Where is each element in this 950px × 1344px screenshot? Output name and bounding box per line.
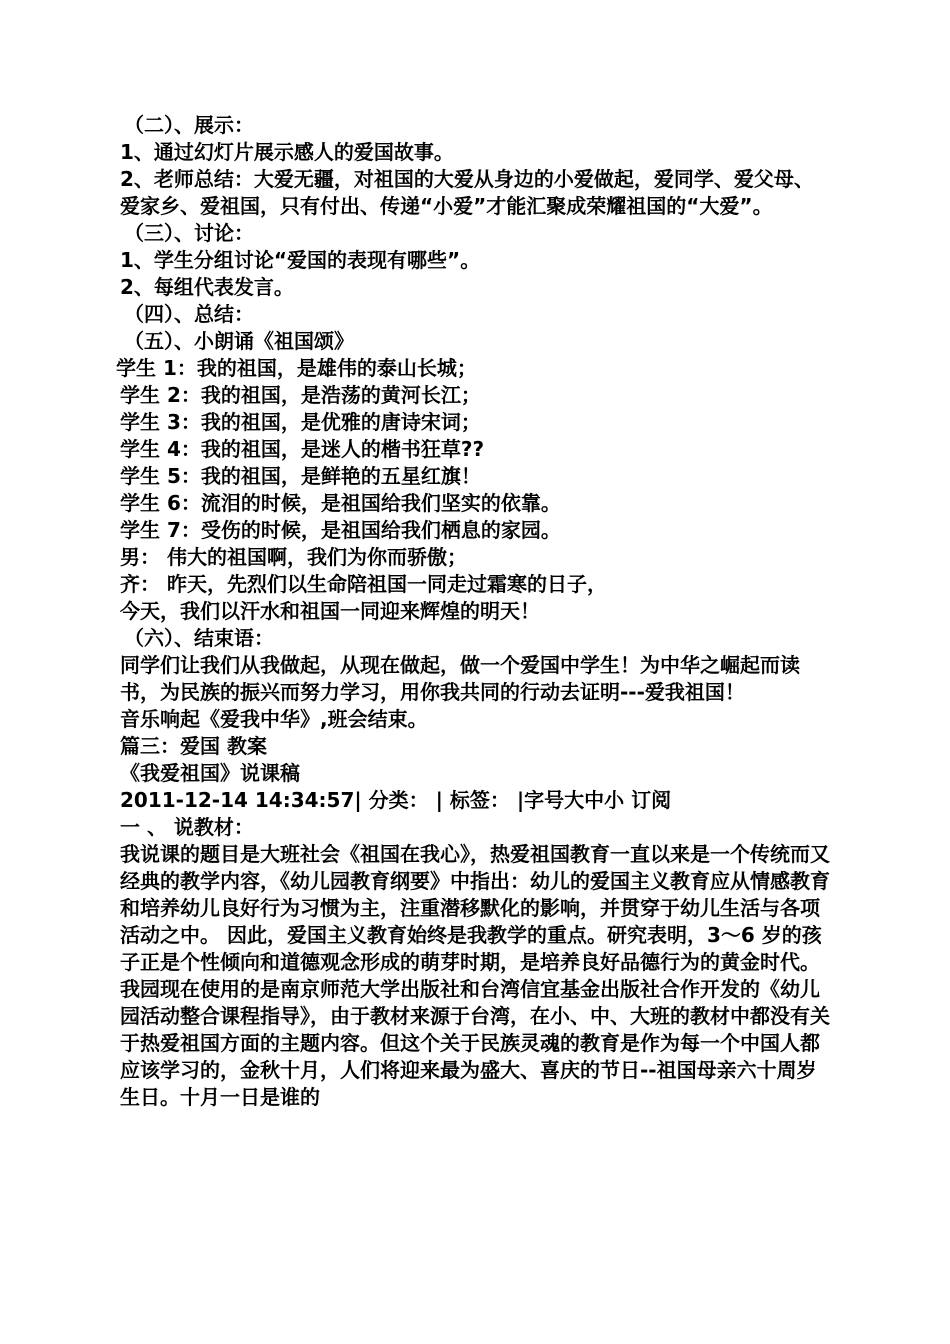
lesson-title: 《我爱祖国》说课稿	[120, 761, 300, 785]
recite-line: 男： 伟大的祖国啊，我们为你而骄傲；	[120, 545, 467, 569]
heading-display: （二）、展示：	[124, 113, 254, 137]
post-meta-line: 2011-12-14 14:34:57| 分类： | 标签： |字号大中小 订阅	[120, 788, 672, 812]
heading-closing: （六）、结束语：	[124, 626, 274, 650]
recite-line: 今天，我们以汗水和祖国一同迎来辉煌的明天！	[120, 599, 540, 623]
text-line: 1、学生分组讨论“爱国的表现有哪些”。	[120, 248, 481, 272]
text-line: 1、通过幻灯片展示感人的爱国故事。	[120, 140, 454, 164]
recite-line: 学生 7：受伤的时候，是祖国给我们栖息的家园。	[120, 518, 561, 542]
document-body	[116, 112, 836, 1111]
recite-line: 学生 1：我的祖国，是雄伟的泰山长城；	[116, 356, 477, 380]
recite-line: 学生 2：我的祖国，是浩荡的黄河长江；	[120, 383, 481, 407]
recite-line: 学生 3：我的祖国，是优雅的唐诗宋词；	[120, 410, 481, 434]
heading-summary: （四）、总结：	[124, 302, 254, 326]
text-line: 音乐响起《爱我中华》,班会结束。	[120, 707, 428, 731]
recite-line: 学生 4：我的祖国，是迷人的楷书狂草??	[120, 437, 485, 461]
heading-recitation: （五）、小朗诵《祖国颂》	[124, 329, 354, 353]
text-line: 2、每组代表发言。	[120, 275, 294, 299]
recite-line: 学生 5：我的祖国，是鲜艳的五星红旗！	[120, 464, 481, 488]
recite-line: 齐： 昨天，先烈们以生命陪祖国一同走过霜寒的日子，	[120, 572, 607, 596]
paragraph-closing: 同学们让我们从我做起，从现在做起，做一个爱国中学生！为中华之崛起而读书，为民族的振兴而努力学习，用你我共同的行动去证明---爱我祖国！	[120, 653, 800, 704]
heading-discussion: （三）、讨论：	[124, 221, 254, 245]
recite-line: 学生 6：流泪的时候，是祖国给我们坚实的依靠。	[120, 491, 561, 515]
paragraph-teacher-summary: 2、老师总结：大爱无疆，对祖国的大爱从身边的小爱做起，爱同学、爱父母、爱家乡、爱祖国，只有付出、传递“小爱”才能汇聚成荣耀祖国的“大爱”。	[120, 167, 814, 218]
paragraph-material: 我说课的题目是大班社会《祖国在我心》，热爱祖国教育一直以来是一个传统而又经典的教学内容，《幼儿园教育纲要》中指出：幼儿的爱国主义教育应从情感教育和培养幼儿良好行为习惯为主，注重潜移默化的影响，并贯穿于幼儿生活与各项活动之中。 因此，爱国主义教育始终是我教学的重点。研究表明，3～6 岁的孩子正是个性倾向和道德观念形成的萌芽时期，是培养良好品德行为的黄金时代。我园现在使用的是南京师范大学出版社和台湾信宜基金出版社合作开发的《幼儿园活动整合课程指导》，由于教材来源于台湾，在小、中、大班的教材中都没有关于热爱祖国方面的主题内容。但这个关于民族灵魂的教育是作为每一个中国人都应该学习的，金秋十月，人们将迎来最为盛大、喜庆的节日--祖国母亲六十周岁生日。十月一日是谁的	[120, 842, 830, 1109]
section-title: 篇三：爱国 教案	[120, 734, 267, 758]
heading-material: 一 、 说教材：	[120, 815, 254, 839]
